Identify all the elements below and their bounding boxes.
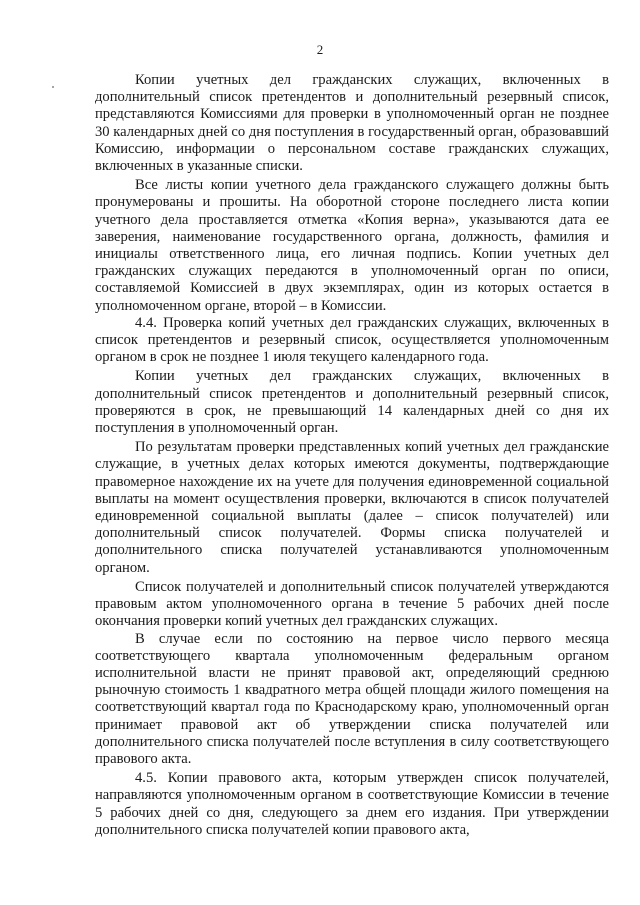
scan-speck [52, 86, 54, 88]
paragraph-list-approval: Список получателей и дополнительный список получателей утверждаются правовым актом уполномоченного органа в течение 5 рабочих дней после окончания проверки копий учетных дел гражданских служащих. [95, 578, 609, 630]
page-number: 2 [316, 42, 324, 57]
paragraph-check-results: По результатам проверки представленных копий учетных дел гражданские служащие, в учетных делах которых имеются документы, подтверждающие правомерное нахождение их на учете для получения единовременной социальной выплаты на момент осуществления проверки, включаются в список получателей единовременной социальной выплаты (далее – список получателей) или дополнительный список получателей. Формы списка получателей и дополнительного списка получателей устанавливаются уполномоченным органом. [95, 439, 609, 576]
paragraph-copies-additional-list: Копии учетных дел гражданских служащих, включенных в дополнительный список претендентов и дополнительный резервный список, представляются Комиссиями для проверки в уполномоченный орган не позднее 30 календарных дней со дня поступления в государственный орган, образовавший Комиссию, информации о персональном составе гражданских служащих, включенных в указанные списки. [95, 72, 609, 175]
paragraph-check-period-14-days: Копии учетных дел гражданских служащих, включенных в дополнительный список претендентов и дополнительный резервный список, проверяются в срок, не превышающий 14 календарных дней со дня их поступления в уполномоченный орган. [95, 368, 609, 437]
paragraph-section-4-5: 4.5. Копии правового акта, которым утвержден список получателей, направляются уполномоченным органом в соответствующие Комиссии в течение 5 рабочих дней со дня, следующего за днем его издания. При утверждении дополнительного списка получателей копии правового акта, [95, 770, 609, 838]
document-body [95, 72, 609, 839]
paragraph-sheets-numbered: Все листы копии учетного дела гражданского служащего должны быть пронумерованы и прошиты. На оборотной стороне последнего листа копии учетного дела проставляется отметка «Копия верна», указываются дата ее заверения, наименование государственного органа, должность, фамилия и инициалы ответственного лица, его личная подпись. Копии учетных дел гражданских служащих передаются в уполномоченный орган по описи, составляемой Комиссией в двух экземплярах, один из которых остается в уполномоченном органе, второй – в Комиссии. [95, 177, 609, 314]
paragraph-section-4-4: 4.4. Проверка копий учетных дел гражданских служащих, включенных в список претендентов и резервный список, осуществляется уполномоченным органом в срок не позднее 1 июля текущего календарного года. [95, 314, 609, 366]
paragraph-market-value-case: В случае если по состоянию на первое число первого месяца соответствующего квартала уполномоченным федеральным органом исполнительной власти не принят правовой акт, определяющий среднюю рыночную стоимость 1 квадратного метра общей площади жилого помещения на соответствующий квартал года по Краснодарскому краю, уполномоченный орган принимает правовой акт об утверждении списка получателей или дополнительного списка получателей после вступления в силу соответствующего правового акта. [95, 630, 609, 767]
